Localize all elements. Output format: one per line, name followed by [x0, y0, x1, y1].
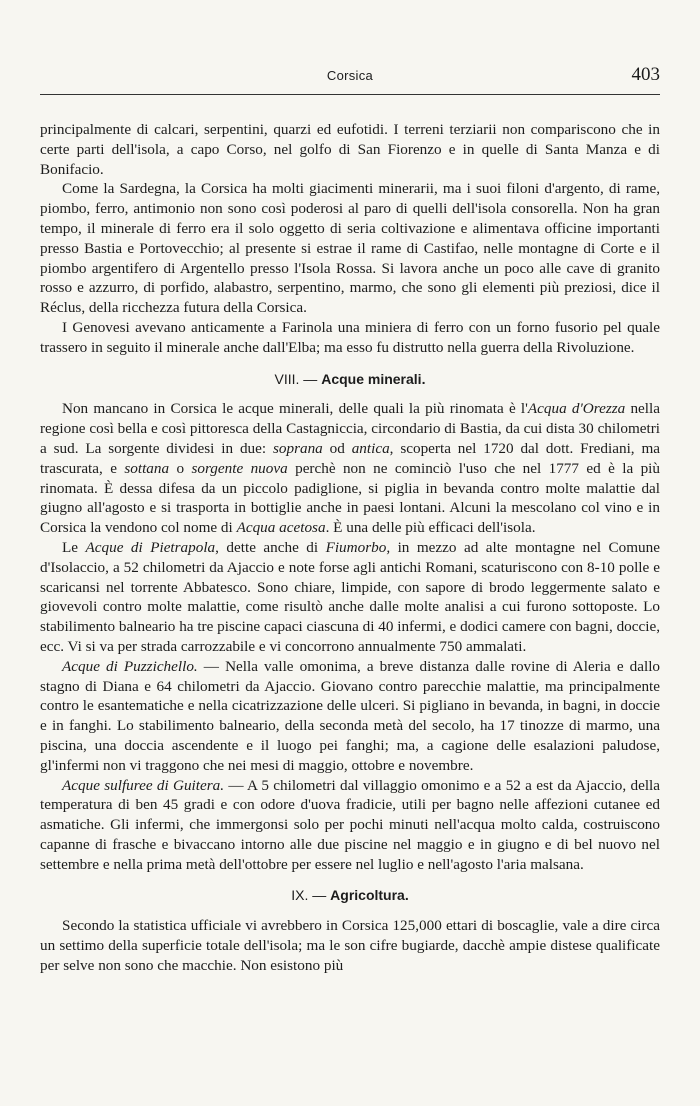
running-header	[40, 64, 660, 86]
page-body	[40, 120, 660, 976]
paragraph-guitera: Acque sulfuree di Guitera. — A 5 chilometri dal villaggio omonimo e a 52 a est da Ajaccio, della temperatura di ben 45 gradi e con odore d'uova fradicie, utili per bagno nelle affezioni cutanee ed asmatiche. Gli infermi, che immergonsi solo per pochi minuti nell'acqua molto calda, costruiscono capanne di frasche e bivaccano intorno alle due piscine nel maggio e in giugno e di bel nuovo nel settembre e nella prima metà dell'ottobre per essere nel luglio e nell'agosto l'aria malsana.	[40, 776, 660, 873]
paragraph-geology-continued: principalmente di calcari, serpentini, quarzi ed eufotidi. I terreni terziarii non compariscono che in certe parti dell'isola, a capo Corso, nel golfo di San Fiorenzo e in quelle di Santa Manza e di Bonifacio.	[40, 121, 660, 178]
header-rule	[40, 94, 660, 95]
section-heading-ix	[40, 886, 660, 906]
paragraph-agricoltura: Secondo la statistica ufficiale vi avrebbero in Corsica 125,000 ettari di boscaglie, vale a dire circa un settimo della superficie totale dell'isola; ma le son cifre bugiarde, dacchè ampie distese qualificate per selve non sono che macchie. Non esistono più	[40, 917, 660, 974]
section-title: Agricoltura.	[330, 887, 409, 904]
section-heading-viii	[40, 370, 660, 390]
section-title: Acque minerali.	[321, 370, 426, 387]
paragraph-mines: Come la Sardegna, la Corsica ha molti giacimenti minerarii, ma i suoi filoni d'argento, di rame, piombo, ferro, antimonio non sono così poderosi al paro di quelli dell'isola consorella. Non ha gran tempo, il minerale di ferro era il solo oggetto di seria coltivazione e alimentava officine importanti presso Bastia e Portovecchio; al presente si estrae il rame di Castifao, nelle montagne di Corte e il piombo argentifero di Argentello presso l'Isola Rossa. Si lavora anche un poco alle cave di granito rosso e azzurro, di porfido, alabastro, serpentino, marmo, che sono gli elementi più preziosi, dice il Réclus, della ricchezza futura della Corsica.	[40, 180, 660, 317]
paragraph-puzzichello: Acque di Puzzichello. — Nella valle omonima, a breve distanza dalle rovine di Aleria e dallo stagno di Diana e 64 chilometri da Ajaccio. Giovano contro parecchie malattie, ma principalmente contro le esantematiche e nella cicatrizzazione delle ulceri. Si pigliano in bevanda, in bagni, in doccie e in fanghi. Lo stabilimento balneario, della seconda metà del secolo, ha 17 tinozze di marmo, una piscina, una doccia ascendente e il luogo pei fanghi; ma, a cagione delle esalazioni paludose, gl'infermi non vi traggono che nei mesi di maggio, ottobre e novembre.	[40, 657, 661, 774]
page-number: 403	[631, 64, 660, 85]
section-number: IX. —	[291, 887, 327, 904]
paragraph-orezza: Non mancano in Corsica le acque minerali, delle quali la più rinomata è l'Acqua d'Orezza nella regione così bella e così pittoresca della Castagniccia, circondario di Bastia, da cui dista 30 chilometri a sud. La sorgente dividesi in due: soprana od antica, scoperta nel 1720 dal dott. Frediani, ma trascurata, e sottana o sorgente nuova perchè non ne cominciò l'uso che nel 1777 ed è la più rinomata. È dessa difesa da un piccolo padiglione, si piglia in bevanda contro molte malattie dal giugno all'agosto e si trasporta in bottiglie anche in paesi lontani. Alcuni la mescolano col vino e in Corsica la vendono col nome di Acqua acetosa. È una delle più efficaci dell'isola.	[40, 400, 661, 537]
paragraph-pietrapola: Le Acque di Pietrapola, dette anche di Fiumorbo, in mezzo ad alte montagne nel Comune d'Isolaccio, a 52 chilometri da Ajaccio e note forse agli antichi Romani, scaturiscono con 8-10 polle e scaricansi nel torrente Abbatesco. Sono chiare, limpide, con sapore di brodo leggermente salato e giovevoli contro molte malattie, come risultò anche dalle molte analisi a cui furono sottoposte. Lo stabilimento balneario ha tre piscine capaci ciascuna di 40 infermi, e dodici camere con bagni, doccie, ecc. Vi si va per strada carrozzabile e vi concorrono annualmente 750 ammalati.	[40, 538, 660, 655]
section-number: VIII. —	[274, 370, 318, 387]
running-title: Corsica	[326, 68, 374, 83]
paragraph-genovesi: I Genovesi avevano anticamente a Farinola una miniera di ferro con un forno fusorio pel quale trassero in seguito il minerale anche dall'Elba; ma esso fu distrutto nella guerra della Rivoluzione.	[40, 318, 660, 356]
